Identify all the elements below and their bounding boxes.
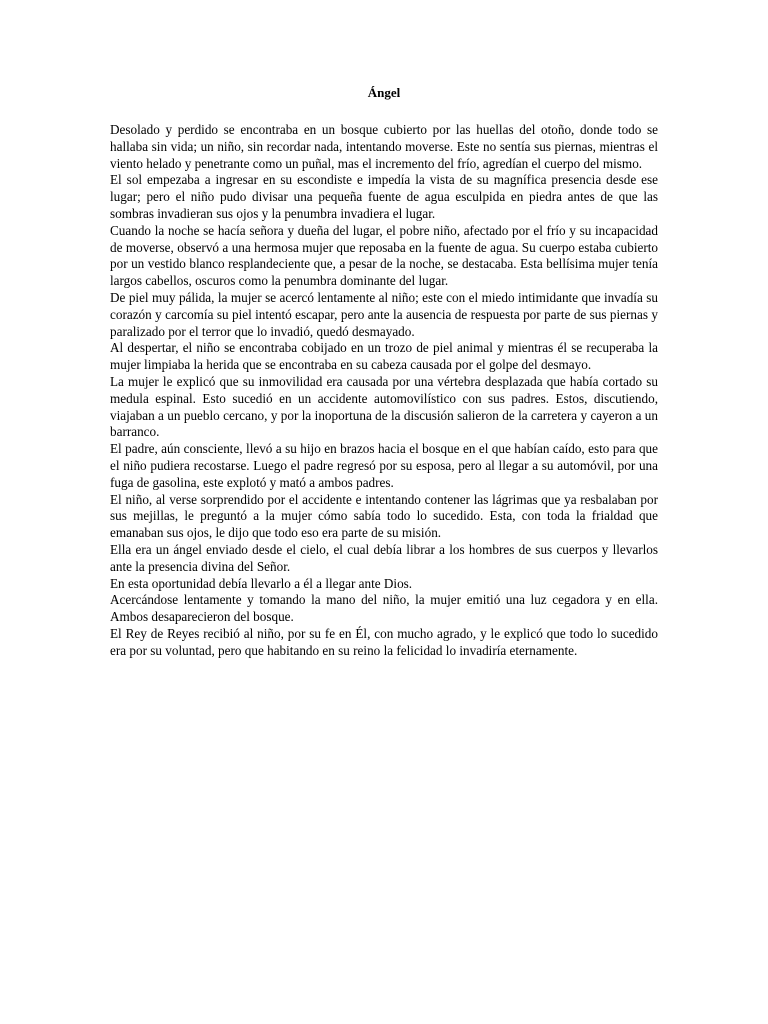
paragraph-11: Acercándose lentamente y tomando la mano del niño, la mujer emitió una luz cegadora y en ella. Ambos desaparecieron del bosque.: [110, 592, 658, 625]
document-title: Ángel: [367, 85, 401, 100]
paragraph-3: Cuando la noche se hacía señora y dueña del lugar, el pobre niño, afectado por el frío y su incapacidad de moverse, observó a una hermosa mujer que reposaba en la fuente de agua. Su cuerpo estaba cubierto por un vestido blanco resplandeciente que, a pesar de la noche, se destacaba. Esta bellísima mujer tenía largos cabellos, oscuros como la penumbra dominante del lugar.: [110, 222, 658, 289]
paragraph-4: De piel muy pálida, la mujer se acercó lentamente al niño; este con el miedo intimidante que invadía su corazón y carcomía su piel intentó escapar, pero ante la ausencia de respuesta por parte de sus piernas y paralizado por el terror que lo invadió, quedó desmayado.: [110, 289, 658, 339]
paragraph-12: El Rey de Reyes recibió al niño, por su fe en Él, con mucho agrado, y le explicó que todo lo sucedido era por su voluntad, pero que habitando en su reino la felicidad lo invadiría eternamente.: [110, 625, 658, 658]
paragraph-2: El sol empezaba a ingresar en su escondiste e impedía la vista de su magnífica presencia desde ese lugar; pero el niño pudo divisar una pequeña fuente de agua esculpida en piedra antes de que las sombras invadieran sus ojos y la penumbra invadiera el lugar.: [110, 172, 658, 221]
paragraph-7: El padre, aún consciente, llevó a su hijo en brazos hacia el bosque en el que habían caído, esto para que el niño pudiera recostarse. Luego el padre regresó por su esposa, pero al llegar a su automóvil, por una fuga de gasolina, este explotó y mató a ambos padres.: [110, 441, 658, 490]
paragraph-9: Ella era un ángel enviado desde el cielo, el cual debía librar a los hombres de sus cuerpos y llevarlos ante la presencia divina del Señor.: [110, 541, 658, 574]
paragraph-10: En esta oportunidad debía llevarlo a él a llegar ante Dios.: [110, 575, 413, 591]
document-body: [110, 122, 658, 660]
paragraph-1: Desolado y perdido se encontraba en un bosque cubierto por las huellas del otoño, donde todo se hallaba sin vida; un niño, sin recordar nada, intentando moverse. Este no sentía sus piernas, mientras el viento helado y penetrante como un puñal, mas el incremento del frío, agredían el cuerpo del mismo.: [110, 122, 658, 171]
paragraph-8: El niño, al verse sorprendido por el accidente e intentando contener las lágrimas que ya resbalaban por sus mejillas, le preguntó a la mujer cómo sabía todo lo sucedido. Esta, con toda la frialdad que emanaban sus ojos, le dijo que todo eso era parte de su misión.: [110, 491, 658, 541]
paragraph-5: Al despertar, el niño se encontraba cobijado en un trozo de piel animal y mientras él se recuperaba la mujer limpiaba la herida que se encontraba en su cabeza causada por el golpe del desmayo.: [110, 340, 658, 373]
paragraph-6: La mujer le explicó que su inmovilidad era causada por una vértebra desplazada que había cortado su medula espinal. Esto sucedió en un accidente automovilístico con sus padres. Estos, discutiendo, viajaban a un pueblo cercano, y por la inoportuna de la discusión salieron de la carretera y cayeron a un barranco.: [110, 373, 658, 440]
